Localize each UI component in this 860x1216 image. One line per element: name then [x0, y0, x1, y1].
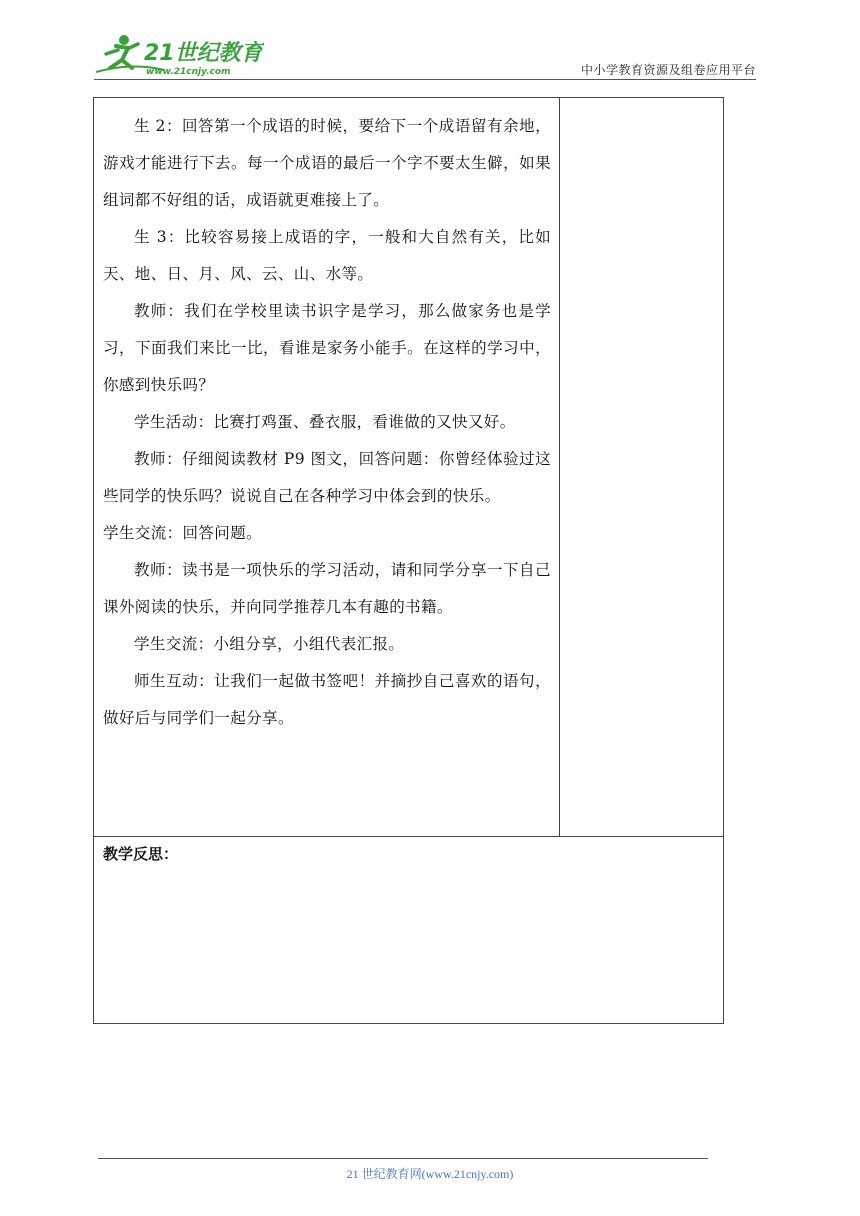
- paragraph-bookmark: 师生互动：让我们一起做书签吧！并摘抄自己喜欢的语句，做好后与同学们一起分享。: [103, 672, 551, 727]
- logo-url-text: www.21cnjy.com: [146, 67, 231, 77]
- platform-label: 中小学教育资源及组卷应用平台: [580, 63, 756, 77]
- page-footer[interactable]: 21 世纪教育网(www.21cnjy.com): [346, 1167, 514, 1181]
- page-header: [0, 0, 860, 90]
- paragraph-student-2: 生 2：回答第一个成语的时候，要给下一个成语留有余地，游戏才能进行下去。每一个成语的最后一个字不要太生僻，如果组词都不好组的话，成语就更难接上了。: [103, 117, 551, 209]
- paragraph-teacher-housework: 教师：我们在学校里读书识字是学习，那么做家务也是学习，下面我们来比一比，看谁是家务小能手。在这样的学习中，你感到快乐吗？: [103, 302, 551, 394]
- header-divider: [94, 79, 756, 80]
- paragraph-teacher-reading: 教师：读书是一项快乐的学习活动，请和同学分享一下自己课外阅读的快乐，并向同学推荐几本有趣的书籍。: [103, 561, 551, 616]
- site-logo: [94, 32, 264, 80]
- paragraph-student-3: 生 3：比较容易接上成语的字，一般和大自然有关，比如天、地、日、月、风、云、山、水等。: [103, 228, 551, 283]
- paragraph-student-activity: 学生活动：比赛打鸡蛋、叠衣服，看谁做的又快又好。: [134, 413, 516, 431]
- footer-divider: [98, 1158, 708, 1159]
- reflection-label: 教学反思：: [103, 845, 179, 863]
- table-column-divider: [559, 98, 560, 836]
- table-row-divider: [94, 836, 723, 837]
- paragraph-group-share: 学生交流：小组分享，小组代表汇报。: [134, 635, 405, 653]
- lesson-table: [93, 97, 724, 1024]
- lesson-content: [103, 108, 551, 737]
- logo-text: 21世纪教育: [144, 41, 263, 66]
- paragraph-teacher-textbook: 教师：仔细阅读教材 P9 图文，回答问题：你曾经体验过这些同学的快乐吗？说说自己在各种学习中体会到的快乐。: [103, 450, 551, 505]
- paragraph-student-exchange: 学生交流：回答问题。: [103, 524, 263, 542]
